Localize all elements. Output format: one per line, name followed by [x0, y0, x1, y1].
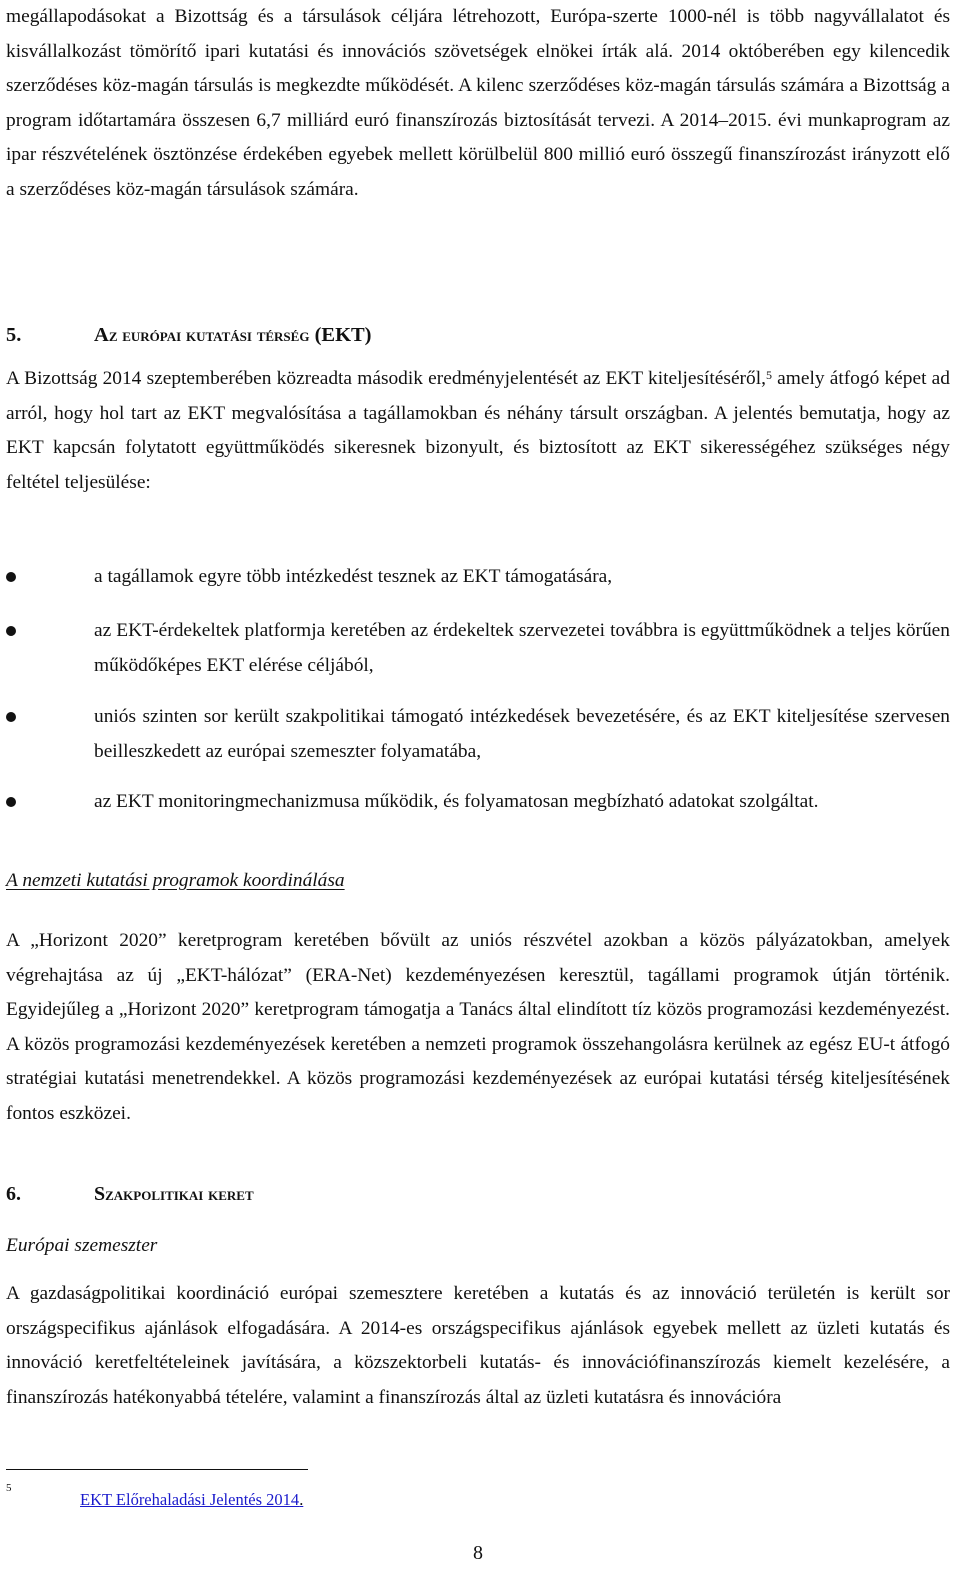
paragraph-text-part: amely átfogó képet ad arról, hogy hol tart az EKT megvalósítása a tagállamokban és néhány társult országban. A jelentés bemutatja, hogy az EKT kapcsán folytatott együttműködés sikeresnek bizonyult, és biztosított az EKT sikerességéhez szükséges négy feltétel teljesülése: [6, 368, 950, 493]
section-title-abbrev: (EKT) [314, 324, 372, 346]
footnote-link[interactable] [80, 1490, 303, 1510]
paragraph-ppp-funding [6, 0, 950, 208]
paragraph-text-part: A Bizottság 2014 szeptemberében közreadta második eredményjelentését az EKT kiteljesítéséről, [6, 368, 766, 389]
section-title-initial: S [94, 1183, 106, 1205]
section-title: zakpolitikai keret [105, 1184, 254, 1205]
list-item-text: uniós szinten sor került szakpolitikai támogató intézkedések bevezetésére, és az EKT kiteljesítése szervesen beilleszkedett az európai szemeszter folyamatába, [94, 706, 950, 762]
footnote-divider [6, 1469, 308, 1470]
bullet-icon [6, 626, 16, 636]
section-title-initial: A [94, 324, 109, 346]
bullet-icon [6, 797, 16, 807]
footnote-link-text[interactable]: EKT Előrehaladási Jelentés 2014 [80, 1490, 300, 1509]
paragraph-european-semester [6, 1277, 950, 1415]
section-heading-5 [6, 324, 372, 347]
footnote-reference[interactable]: 5 [765, 368, 772, 382]
paragraph-text: A gazdaságpolitikai koordináció európai szemesztere keretében a kutatás és az innováció területén is került sor országspecifikus ajánlások elfogadására. A 2014-es országspecifikus ajánlások egyebek mellett az üzleti kutatás és innováció keretfeltételeinek javítására, a közszektorbeli kutatás- és innovációfinanszírozás kiemelt kezelésére, a finanszírozás hatékonyabbá tételére, valamint a finanszírozás által az üzleti kutatásra és innovációra [6, 1283, 950, 1408]
bullet-icon [6, 712, 16, 722]
paragraph-text: megállapodásokat a Bizottság és a társulások céljára létrehozott, Európa-szerte 1000-nél is több nagyvállalatot és kisvállalkozást tömörítő ipari kutatási és innovációs szövetségek elnökei írták alá. 2014 októberében egy kilencedik szerződéses köz-magán társulás is megkezdte működését. A kilenc szerződéses köz-magán társulás számára a Bizottság a program időtartamára összesen 6,7 milliárd euró finanszírozás biztosítását tervezi. A 2014–2015. évi munkaprogram az ipar részvételének ösztönzése érdekében egyebek mellett körülbelül 800 millió euró összegű finanszírozást irányzott elő a szerződéses köz-magán társulások számára. [6, 6, 950, 200]
list-item-text: az EKT-érdekeltek platformja keretében az érdekeltek szervezetei továbbra is együttműködnek a teljes körűen működőképes EKT elérése céljából, [94, 620, 950, 676]
list-item-text: a tagállamok egyre több intézkedést tesznek az EKT támogatására, [94, 566, 613, 587]
paragraph-national-programmes [6, 924, 950, 1132]
paragraph-text [6, 362, 950, 500]
subheading-european-semester: Európai szemeszter [6, 1235, 158, 1256]
footnote-mark: 5 [6, 1482, 12, 1494]
subheading-national-programmes: A nemzeti kutatási programok koordinálása [6, 870, 345, 891]
paragraph-text: A „Horizont 2020” keretprogram keretében bővült az uniós részvétel azokban a közös pályázatokban, amelyek végrehajtása az új „EKT-hálózat” (ERA-Net) kezdeményezésen keresztül, tagállami programok útján történik. Egyidejűleg a „Horizont 2020” keretprogram támogatja a Tanács által elindított tíz közös programozási kezdeményezést. A közös programozási kezdeményezések keretében a nemzeti programok összehangolásra kerülnek az egész EU-t átfogó stratégiai kutatási menetrendekkel. A közös programozási kezdeményezések az európai kutatási térség kiteljesítésének fontos eszközei. [6, 930, 950, 1124]
section-heading-6 [6, 1183, 254, 1206]
section-title: z európai kutatási térség [108, 325, 310, 346]
section-number: 6. [6, 1183, 21, 1205]
paragraph-era-report [6, 362, 950, 500]
page-number: 8 [473, 1542, 483, 1564]
footnote-trail: . [299, 1490, 304, 1509]
section-number: 5. [6, 324, 22, 346]
list-item-text: az EKT monitoringmechanizmusa működik, és folyamatosan megbízható adatokat szolgáltat. [94, 791, 819, 812]
bullet-icon [6, 572, 16, 582]
